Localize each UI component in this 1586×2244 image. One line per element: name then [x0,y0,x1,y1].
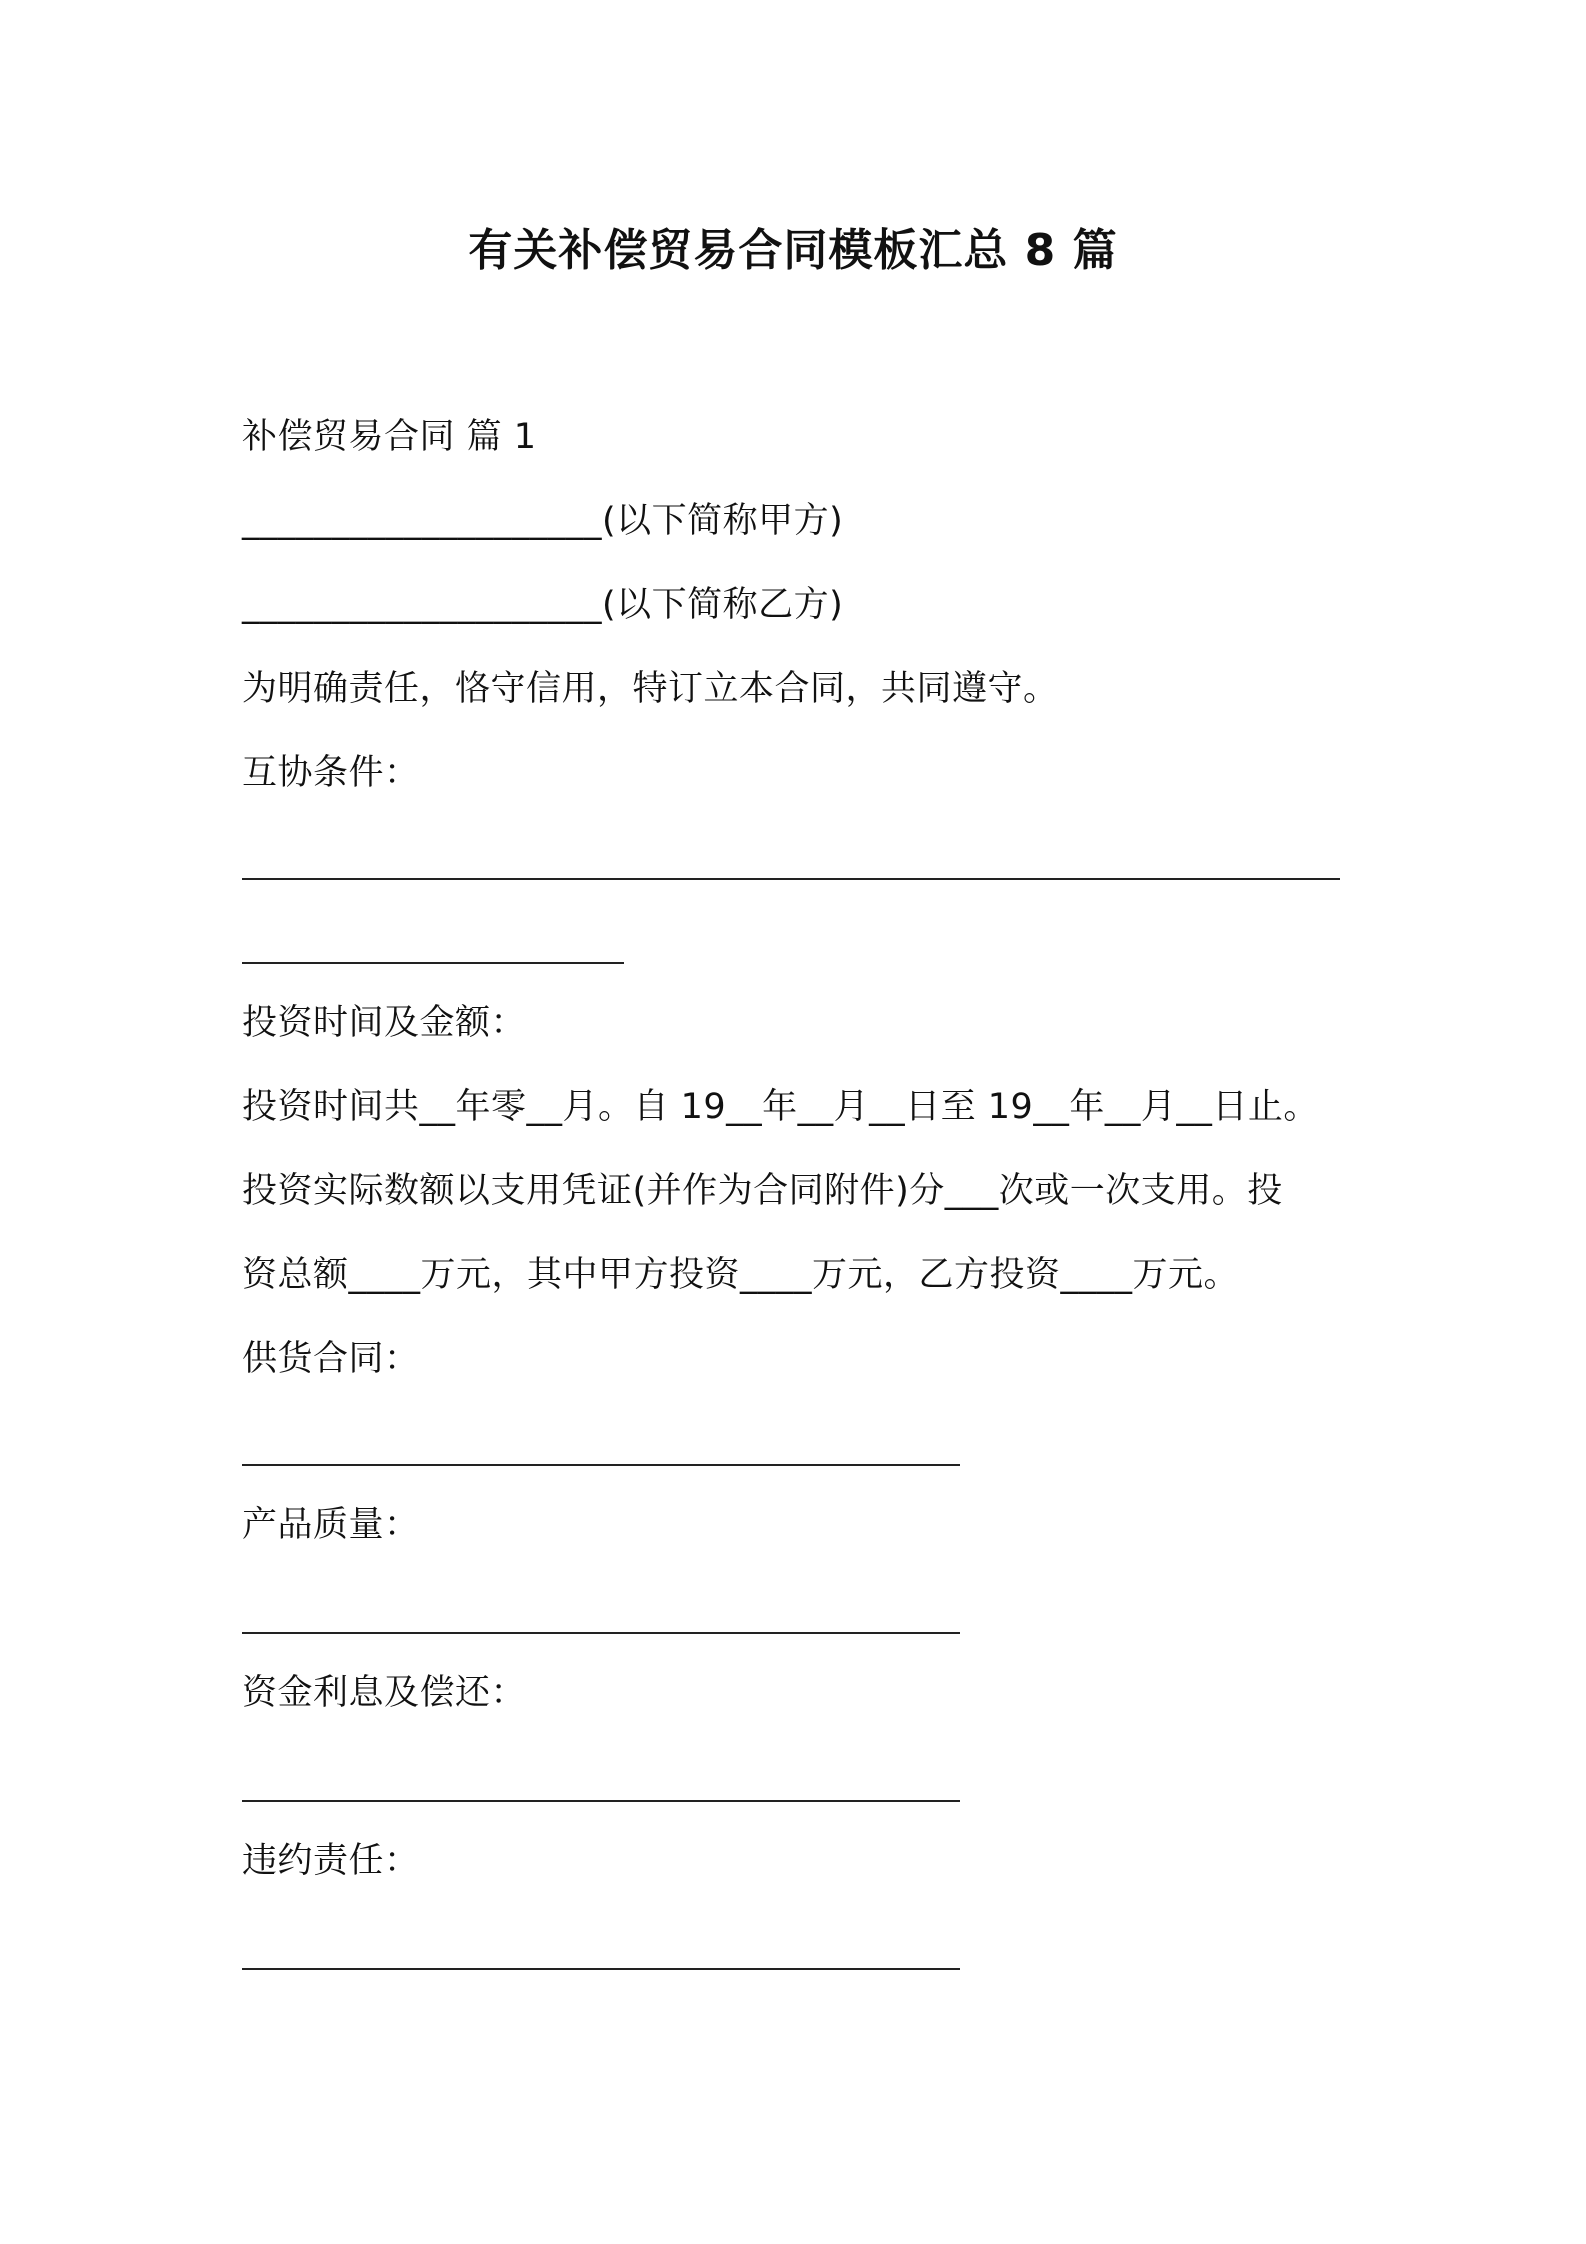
supply-contract-blank [242,1464,960,1466]
product-quality-blank [242,1632,960,1634]
investment-label: 投资时间及金额： [242,1003,527,1043]
supply-contract-label: 供货合同： [242,1339,420,1379]
investment-amount-text-1: 投资实际数额以支用凭证(并作为合同附件)分___次或一次支用。投 [242,1171,1283,1211]
section-heading: 补偿贸易合同 篇 1 [242,417,537,457]
document-title: 有关补偿贸易合同模板汇总 8 篇 [468,225,1118,276]
mutual-terms-blank-1 [242,878,1340,880]
mutual-terms-blank-2 [242,962,624,964]
party-a-line: ____________________(以下简称甲方) [242,501,844,541]
funds-interest-label: 资金利息及偿还： [242,1673,527,1713]
breach-blank [242,1968,960,1970]
breach-label: 违约责任： [242,1841,420,1881]
investment-amount-text-2: 资总额____万元，其中甲方投资____万元，乙方投资____万元。 [242,1255,1240,1295]
funds-interest-blank [242,1800,960,1802]
preamble-text: 为明确责任，恪守信用，特订立本合同，共同遵守。 [242,669,1059,709]
investment-time-text: 投资时间共__年零__月。自 19__年__月__日至 19__年__月__日止。 [242,1087,1319,1127]
product-quality-label: 产品质量： [242,1505,420,1545]
mutual-terms-label: 互协条件： [242,753,420,793]
party-b-line: ____________________(以下简称乙方) [242,585,844,625]
